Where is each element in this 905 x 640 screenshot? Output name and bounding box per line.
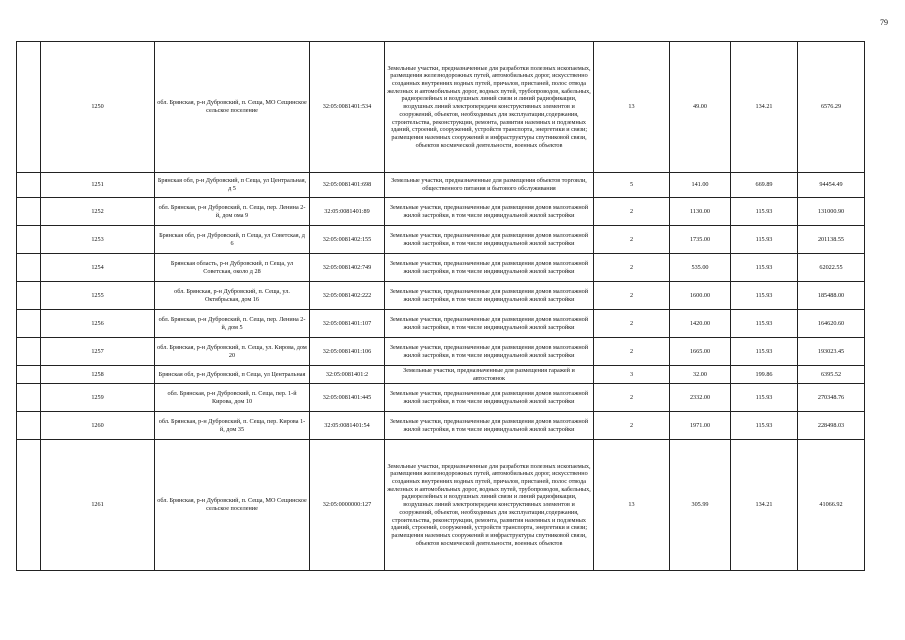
group-code: 3 <box>594 366 670 384</box>
area-cell: 535.00 <box>670 254 731 282</box>
row-side-cell <box>17 198 41 226</box>
row-number: 1257 <box>41 338 155 366</box>
area-cell: 1735.00 <box>670 226 731 254</box>
row-side-cell <box>17 412 41 440</box>
table-row <box>17 338 865 366</box>
table-row <box>17 440 865 571</box>
cadastral-value-cell: 94454.49 <box>798 173 865 198</box>
address-cell: Брянская обл, р-н Дубровский, п Сеща, ул Центральная, д 5 <box>155 173 310 198</box>
cadastral-value-cell: 201138.55 <box>798 226 865 254</box>
cadastral-number: 32:05:0000000:127 <box>310 440 385 571</box>
specific-value-cell: 134.21 <box>731 440 798 571</box>
specific-value-cell: 115.93 <box>731 254 798 282</box>
row-number: 1258 <box>41 366 155 384</box>
table-row <box>17 198 865 226</box>
land-use-type: Земельные участки, предназначенные для разработки полезных ископаемых, размещения железнодорожных путей, автомобильных дорог, искусственно созданных внутренних водных путей, причалов, пристаней, полос отвода железных и автомобильных дорог, водных путей, трубопроводов, кабельных, радиорелейных и воздушных линий связи и линий радиофикации, воздушных линий электропередачи конструктивных элементов и сооружений, объектов, необходимых для эксплуатации,содержания, строительства, реконструкции, ремонта, развития наземных и подземных зданий, строений, сооружений, устройств транспорта, энергетики и связи; размещения наземных сооружений и инфраструктуры спутниковой связи, объектов космической деятельности, военных объектов <box>385 440 594 571</box>
row-number: 1254 <box>41 254 155 282</box>
table-row <box>17 282 865 310</box>
cadastral-number: 32:05:0081401:445 <box>310 384 385 412</box>
row-number: 1259 <box>41 384 155 412</box>
group-code: 13 <box>594 440 670 571</box>
row-number: 1253 <box>41 226 155 254</box>
area-cell: 1665.00 <box>670 338 731 366</box>
cadastral-number: 32:05:0081401:89 <box>310 198 385 226</box>
row-number: 1252 <box>41 198 155 226</box>
specific-value-cell: 669.89 <box>731 173 798 198</box>
specific-value-cell: 115.93 <box>731 282 798 310</box>
cadastral-number: 32:05:0081401:698 <box>310 173 385 198</box>
area-cell: 305.99 <box>670 440 731 571</box>
row-side-cell <box>17 440 41 571</box>
address-cell: обл. Брянская, р-н Дубровский, п. Сеща, ул. Кирова, дом 20 <box>155 338 310 366</box>
address-cell: обл. Брянская, р-н Дубровский, п. Сеща, МО Сещинское сельское поселение <box>155 440 310 571</box>
page-number: 79 <box>880 18 888 27</box>
specific-value-cell: 115.93 <box>731 226 798 254</box>
address-cell: Брянская область, р-н Дубровский, п Сеща, ул Советская, около д 28 <box>155 254 310 282</box>
specific-value-cell: 115.93 <box>731 412 798 440</box>
cadastral-value-table <box>16 41 865 571</box>
group-code: 13 <box>594 42 670 173</box>
land-use-type: Земельные участки, предназначенные для размещения домов малоэтажной жилой застройки, в том числе индивидуальной жилой застройки <box>385 226 594 254</box>
cadastral-number: 32:05:0081401:534 <box>310 42 385 173</box>
land-use-type: Земельные участки, предназначенные для разработки полезных ископаемых, размещения железнодорожных путей, автомобильных дорог, искусственно созданных внутренних водных путей, причалов, пристаней, полос отвода железных и автомобильных дорог, водных путей, трубопроводов, кабельных, радиорелейных и воздушных линий связи и линий радиофикации, воздушных линий электропередачи конструктивных элементов и сооружений, объектов, необходимых для эксплуатации,содержания, строительства, реконструкции, ремонта, развития наземных и подземных зданий, строений, сооружений, устройств транспорта, энергетики и связи; размещения наземных сооружений и инфраструктуры спутниковой связи, объектов космической деятельности, военных объектов <box>385 42 594 173</box>
row-number: 1251 <box>41 173 155 198</box>
land-use-type: Земельные участки, предназначенные для размещения объектов торговли, общественного питания и бытового обслуживания <box>385 173 594 198</box>
group-code: 2 <box>594 412 670 440</box>
address-cell: обл. Брянская, р-н Дубровский, п. Сеща, пер. 1-й Кирова, дом 10 <box>155 384 310 412</box>
address-cell: обл. Брянская, р-н Дубровский, п. Сеща, МО Сещинское сельское поселение <box>155 42 310 173</box>
land-use-type: Земельные участки, предназначенные для размещения домов малоэтажной жилой застройки, в том числе индивидуальной жилой застройки <box>385 282 594 310</box>
address-cell: обл. Брянская, р-н Дубровский, п. Сеща, пер. Кирова 1-й, дом 35 <box>155 412 310 440</box>
group-code: 2 <box>594 310 670 338</box>
group-code: 5 <box>594 173 670 198</box>
cadastral-number: 32:05:0081401:106 <box>310 338 385 366</box>
specific-value-cell: 115.93 <box>731 310 798 338</box>
area-cell: 49.00 <box>670 42 731 173</box>
area-cell: 1971.00 <box>670 412 731 440</box>
cadastral-value-cell: 193023.45 <box>798 338 865 366</box>
cadastral-value-cell: 185488.00 <box>798 282 865 310</box>
cadastral-value-cell: 270348.76 <box>798 384 865 412</box>
table-row <box>17 254 865 282</box>
cadastral-value-cell: 62022.55 <box>798 254 865 282</box>
land-use-type: Земельные участки, предназначенные для размещения домов малоэтажной жилой застройки, в том числе индивидуальной жилой застройки <box>385 310 594 338</box>
land-use-type: Земельные участки, предназначенные для размещения домов малоэтажной жилой застройки, в том числе индивидуальной жилой застройки <box>385 338 594 366</box>
land-use-type: Земельные участки, предназначенные для размещения домов малоэтажной жилой застройки, в том числе индивидуальной жилой застройки <box>385 412 594 440</box>
row-number: 1255 <box>41 282 155 310</box>
row-side-cell <box>17 282 41 310</box>
row-number: 1256 <box>41 310 155 338</box>
specific-value-cell: 134.21 <box>731 42 798 173</box>
cadastral-number: 32:05:0081402:749 <box>310 254 385 282</box>
land-use-type: Земельные участки, предназначенные для размещения домов малоэтажной жилой застройки, в том числе индивидуальной жилой застройки <box>385 198 594 226</box>
table-row <box>17 173 865 198</box>
cadastral-value-cell: 41066.92 <box>798 440 865 571</box>
group-code: 2 <box>594 254 670 282</box>
cadastral-number: 32:05:0081402:222 <box>310 282 385 310</box>
address-cell: обл. Брянская, р-н Дубровский, п. Сеща, ул. Октябрьская, дом 16 <box>155 282 310 310</box>
land-use-type: Земельные участки, предназначенные для размещения домов малоэтажной жилой застройки, в том числе индивидуальной жилой застройки <box>385 384 594 412</box>
table-row <box>17 384 865 412</box>
table-row <box>17 42 865 173</box>
row-number: 1260 <box>41 412 155 440</box>
area-cell: 32.00 <box>670 366 731 384</box>
address-cell: обл. Брянская, р-н Дубровский, п. Сеща, пер. Ленина 2-й, дом ома 9 <box>155 198 310 226</box>
land-use-type: Земельные участки, предназначенные для размещения домов малоэтажной жилой застройки, в том числе индивидуальной жилой застройки <box>385 254 594 282</box>
table-row <box>17 366 865 384</box>
specific-value-cell: 115.93 <box>731 338 798 366</box>
cadastral-value-cell: 164620.60 <box>798 310 865 338</box>
cadastral-value-cell: 6576.29 <box>798 42 865 173</box>
land-use-type: Земельные участки, предназначенные для размещения гаражей и автостоянок <box>385 366 594 384</box>
cadastral-value-cell: 228498.03 <box>798 412 865 440</box>
group-code: 2 <box>594 384 670 412</box>
area-cell: 141.00 <box>670 173 731 198</box>
row-side-cell <box>17 173 41 198</box>
area-cell: 2332.00 <box>670 384 731 412</box>
row-side-cell <box>17 226 41 254</box>
area-cell: 1420.00 <box>670 310 731 338</box>
address-cell: Брянская обл, р-н Дубровский, п Сеща, ул Советская, д 6 <box>155 226 310 254</box>
cadastral-number: 32:05:0081402:155 <box>310 226 385 254</box>
address-cell: обл. Брянская, р-н Дубровский, п. Сеща, пер. Ленина 2-й, дом 5 <box>155 310 310 338</box>
cadastral-value-cell: 131000.90 <box>798 198 865 226</box>
cadastral-value-cell: 6395.52 <box>798 366 865 384</box>
area-cell: 1130.00 <box>670 198 731 226</box>
row-number: 1261 <box>41 440 155 571</box>
group-code: 2 <box>594 226 670 254</box>
cadastral-number: 32:05:0081401:107 <box>310 310 385 338</box>
table-row <box>17 310 865 338</box>
row-number: 1250 <box>41 42 155 173</box>
table-row <box>17 412 865 440</box>
row-side-cell <box>17 42 41 173</box>
specific-value-cell: 115.93 <box>731 198 798 226</box>
cadastral-number: 32:05:0081401:54 <box>310 412 385 440</box>
row-side-cell <box>17 384 41 412</box>
area-cell: 1600.00 <box>670 282 731 310</box>
specific-value-cell: 115.93 <box>731 384 798 412</box>
cadastral-number: 32:05:0081401:2 <box>310 366 385 384</box>
row-side-cell <box>17 254 41 282</box>
row-side-cell <box>17 338 41 366</box>
row-side-cell <box>17 366 41 384</box>
group-code: 2 <box>594 338 670 366</box>
table-row <box>17 226 865 254</box>
specific-value-cell: 199.86 <box>731 366 798 384</box>
address-cell: Брянская обл, р-н Дубровский, п Сеща, ул Центральная <box>155 366 310 384</box>
group-code: 2 <box>594 198 670 226</box>
row-side-cell <box>17 310 41 338</box>
group-code: 2 <box>594 282 670 310</box>
